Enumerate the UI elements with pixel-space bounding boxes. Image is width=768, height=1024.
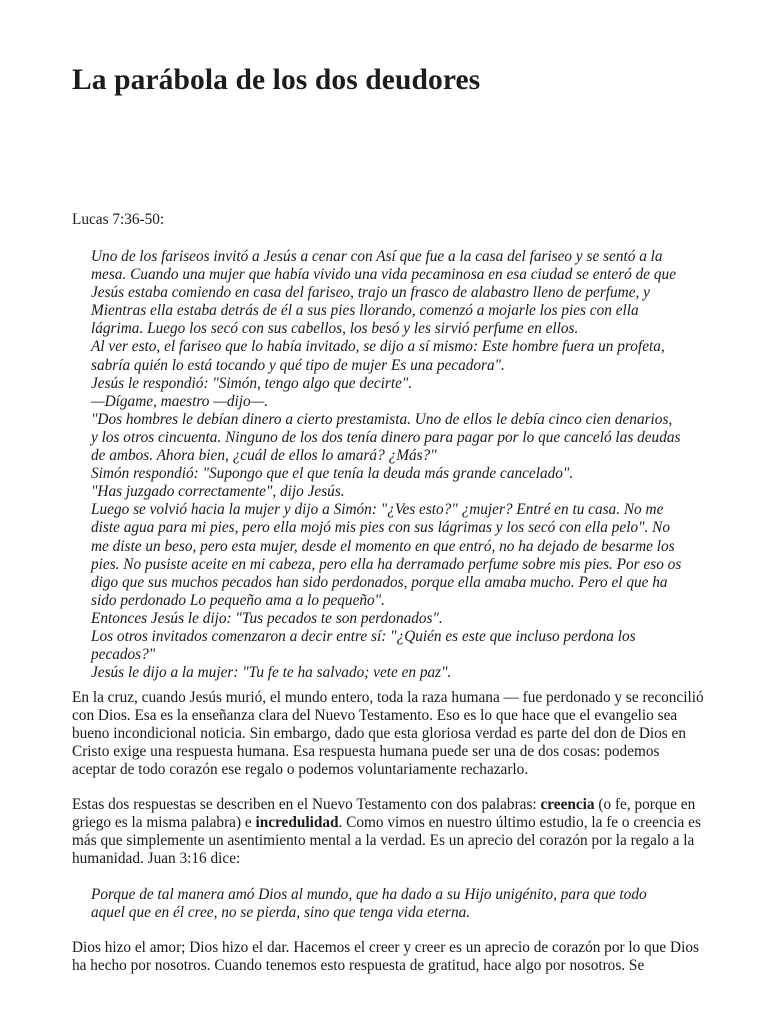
paragraph-line: más que simplemente un asentimiento mental a la verdad. Es un aprecio del corazón por la regalo a la	[72, 832, 695, 850]
paragraph-line: Dios hizo el amor; Dios hizo el dar. Hacemos el creer y creer es un aprecio de corazón por lo que Dios	[72, 939, 699, 956]
quote-line: sabría quién lo está tocando y qué tipo de mujer Es una pecadora".	[91, 356, 505, 374]
paragraph-line: ha hecho por nosotros. Cuando tenemos esto respuesta de gratitud, hace algo por nosotros. Se	[72, 957, 645, 975]
quote-line: lágrima. Luego los secó con sus cabellos, los besó y les sirvió perfume en ellos.	[91, 320, 579, 338]
paragraph-line: Cristo exige una respuesta humana. Esa respuesta humana puede ser una de dos cosas: podemos	[72, 743, 660, 761]
paragraph-line	[72, 796, 712, 814]
quote-line: mesa. Cuando una mujer que había vivido una vida pecaminosa en esa ciudad se enteró de que	[91, 266, 676, 284]
quote-line: "Has juzgado correctamente", dijo Jesús.	[91, 483, 345, 501]
paragraph-line	[72, 814, 712, 832]
body-paragraph-responses	[72, 796, 712, 868]
bold-term-creencia: creencia	[540, 796, 595, 813]
text-run: Estas dos respuestas se describen en el Nuevo Testamento con dos palabras:	[72, 796, 541, 813]
paragraph-line: aceptar de todo corazón ese regalo o podemos voluntariamente rechazarlo.	[72, 761, 529, 779]
page-title: La parábola de los dos deudores	[72, 64, 481, 96]
quote-line: Mientras ella estaba detrás de él a sus pies llorando, comenzó a mojarle los pies con ella	[91, 302, 639, 320]
quote-line: Entonces Jesús le dijo: "Tus pecados te son perdonados".	[91, 609, 443, 627]
quote-line: —Dígame, maestro —dijo—.	[91, 392, 269, 410]
quote-line: "Dos hombres le debían dinero a cierto prestamista. Uno de ellos le debía cinco cien denarios,	[91, 410, 673, 428]
quote-line: Luego se volvió hacia la mujer y dijo a Simón: "¿Ves esto?" ¿mujer? Entré en tu casa. No me	[91, 501, 664, 519]
paragraph-line: humanidad. Juan 3:16 dice:	[72, 850, 241, 868]
paragraph-line: En la cruz, cuando Jesús murió, el mundo entero, toda la raza humana — fue perdonado y se reconcilió	[72, 689, 704, 706]
quote-line: pies. No pusiste aceite en mi cabeza, pero ella ha derramado perfume sobre mis pies. Por eso os	[91, 555, 682, 573]
quote-line: Porque de tal manera amó Dios al mundo, que ha dado a su Hijo unigénito, para que todo	[91, 886, 647, 903]
body-paragraph-cross	[72, 689, 712, 779]
text-run: (o fe, porque en	[594, 796, 696, 813]
paragraph-line: bueno incondicional noticia. Sin embargo, dado que esta gloriosa verdad es parte del don de Dios en	[72, 725, 686, 743]
scripture-reference: Lucas 7:36-50:	[72, 211, 165, 228]
quote-line: aquel que en él cree, no se pierda, sino que tenga vida eterna.	[91, 904, 471, 922]
paragraph-line: con Dios. Esa es la enseñanza clara del Nuevo Testamento. Eso es lo que hace que el evangelio sea	[72, 707, 678, 725]
text-run: . Como vimos en nuestro último estudio, la fe o creencia es	[338, 814, 701, 832]
body-paragraph-love	[72, 939, 712, 975]
quote-line: Al ver esto, el fariseo que lo había invitado, se dijo a sí mismo: Este hombre fuera un profeta,	[91, 338, 665, 356]
quote-line: diste agua para mi pies, pero ella mojó mis pies con sus lágrimas y los secó con ella pelo". No	[91, 519, 671, 537]
quote-line: y los otros cincuenta. Ninguno de los dos tenía dinero para pagar por lo que canceló las deudas	[91, 428, 681, 446]
quote-line: Uno de los fariseos invitó a Jesús a cenar con Así que fue a la casa del fariseo y se sentó a la	[91, 248, 663, 265]
quote-line: Los otros invitados comenzaron a decir entre sí: "¿Quién es este que incluso perdona los	[91, 627, 636, 645]
quote-line: me diste un beso, pero esta mujer, desde el momento en que entró, no ha dejado de besarme los	[91, 537, 675, 555]
text-run: griego es la misma palabra) e	[72, 814, 256, 832]
bold-term-incredulidad: incredulidad	[255, 814, 339, 832]
quote-line: pecados?"	[91, 646, 156, 664]
quote-line: Jesús estaba comiendo en casa del fariseo, trajo un frasco de alabastro lleno de perfume, y	[91, 284, 650, 302]
scripture-quote	[91, 248, 691, 682]
quote-line: Jesús le dijo a la mujer: "Tu fe te ha salvado; vete en paz".	[91, 664, 452, 682]
quote-line: Jesús le respondió: "Simón, tengo algo que decirte".	[91, 374, 413, 392]
quote-line: Simón respondió: "Supongo que el que tenía la deuda más grande cancelado".	[91, 465, 574, 483]
quote-line: de ambos. Ahora bien, ¿cuál de ellos lo amará? ¿Más?"	[91, 447, 437, 465]
scripture-quote-john	[91, 886, 691, 922]
quote-line: sido perdonado Lo pequeño ama a lo pequeño".	[91, 591, 385, 609]
quote-line: digo que sus muchos pecados han sido perdonados, porque ella amaba mucho. Pero el que ha	[91, 573, 668, 591]
